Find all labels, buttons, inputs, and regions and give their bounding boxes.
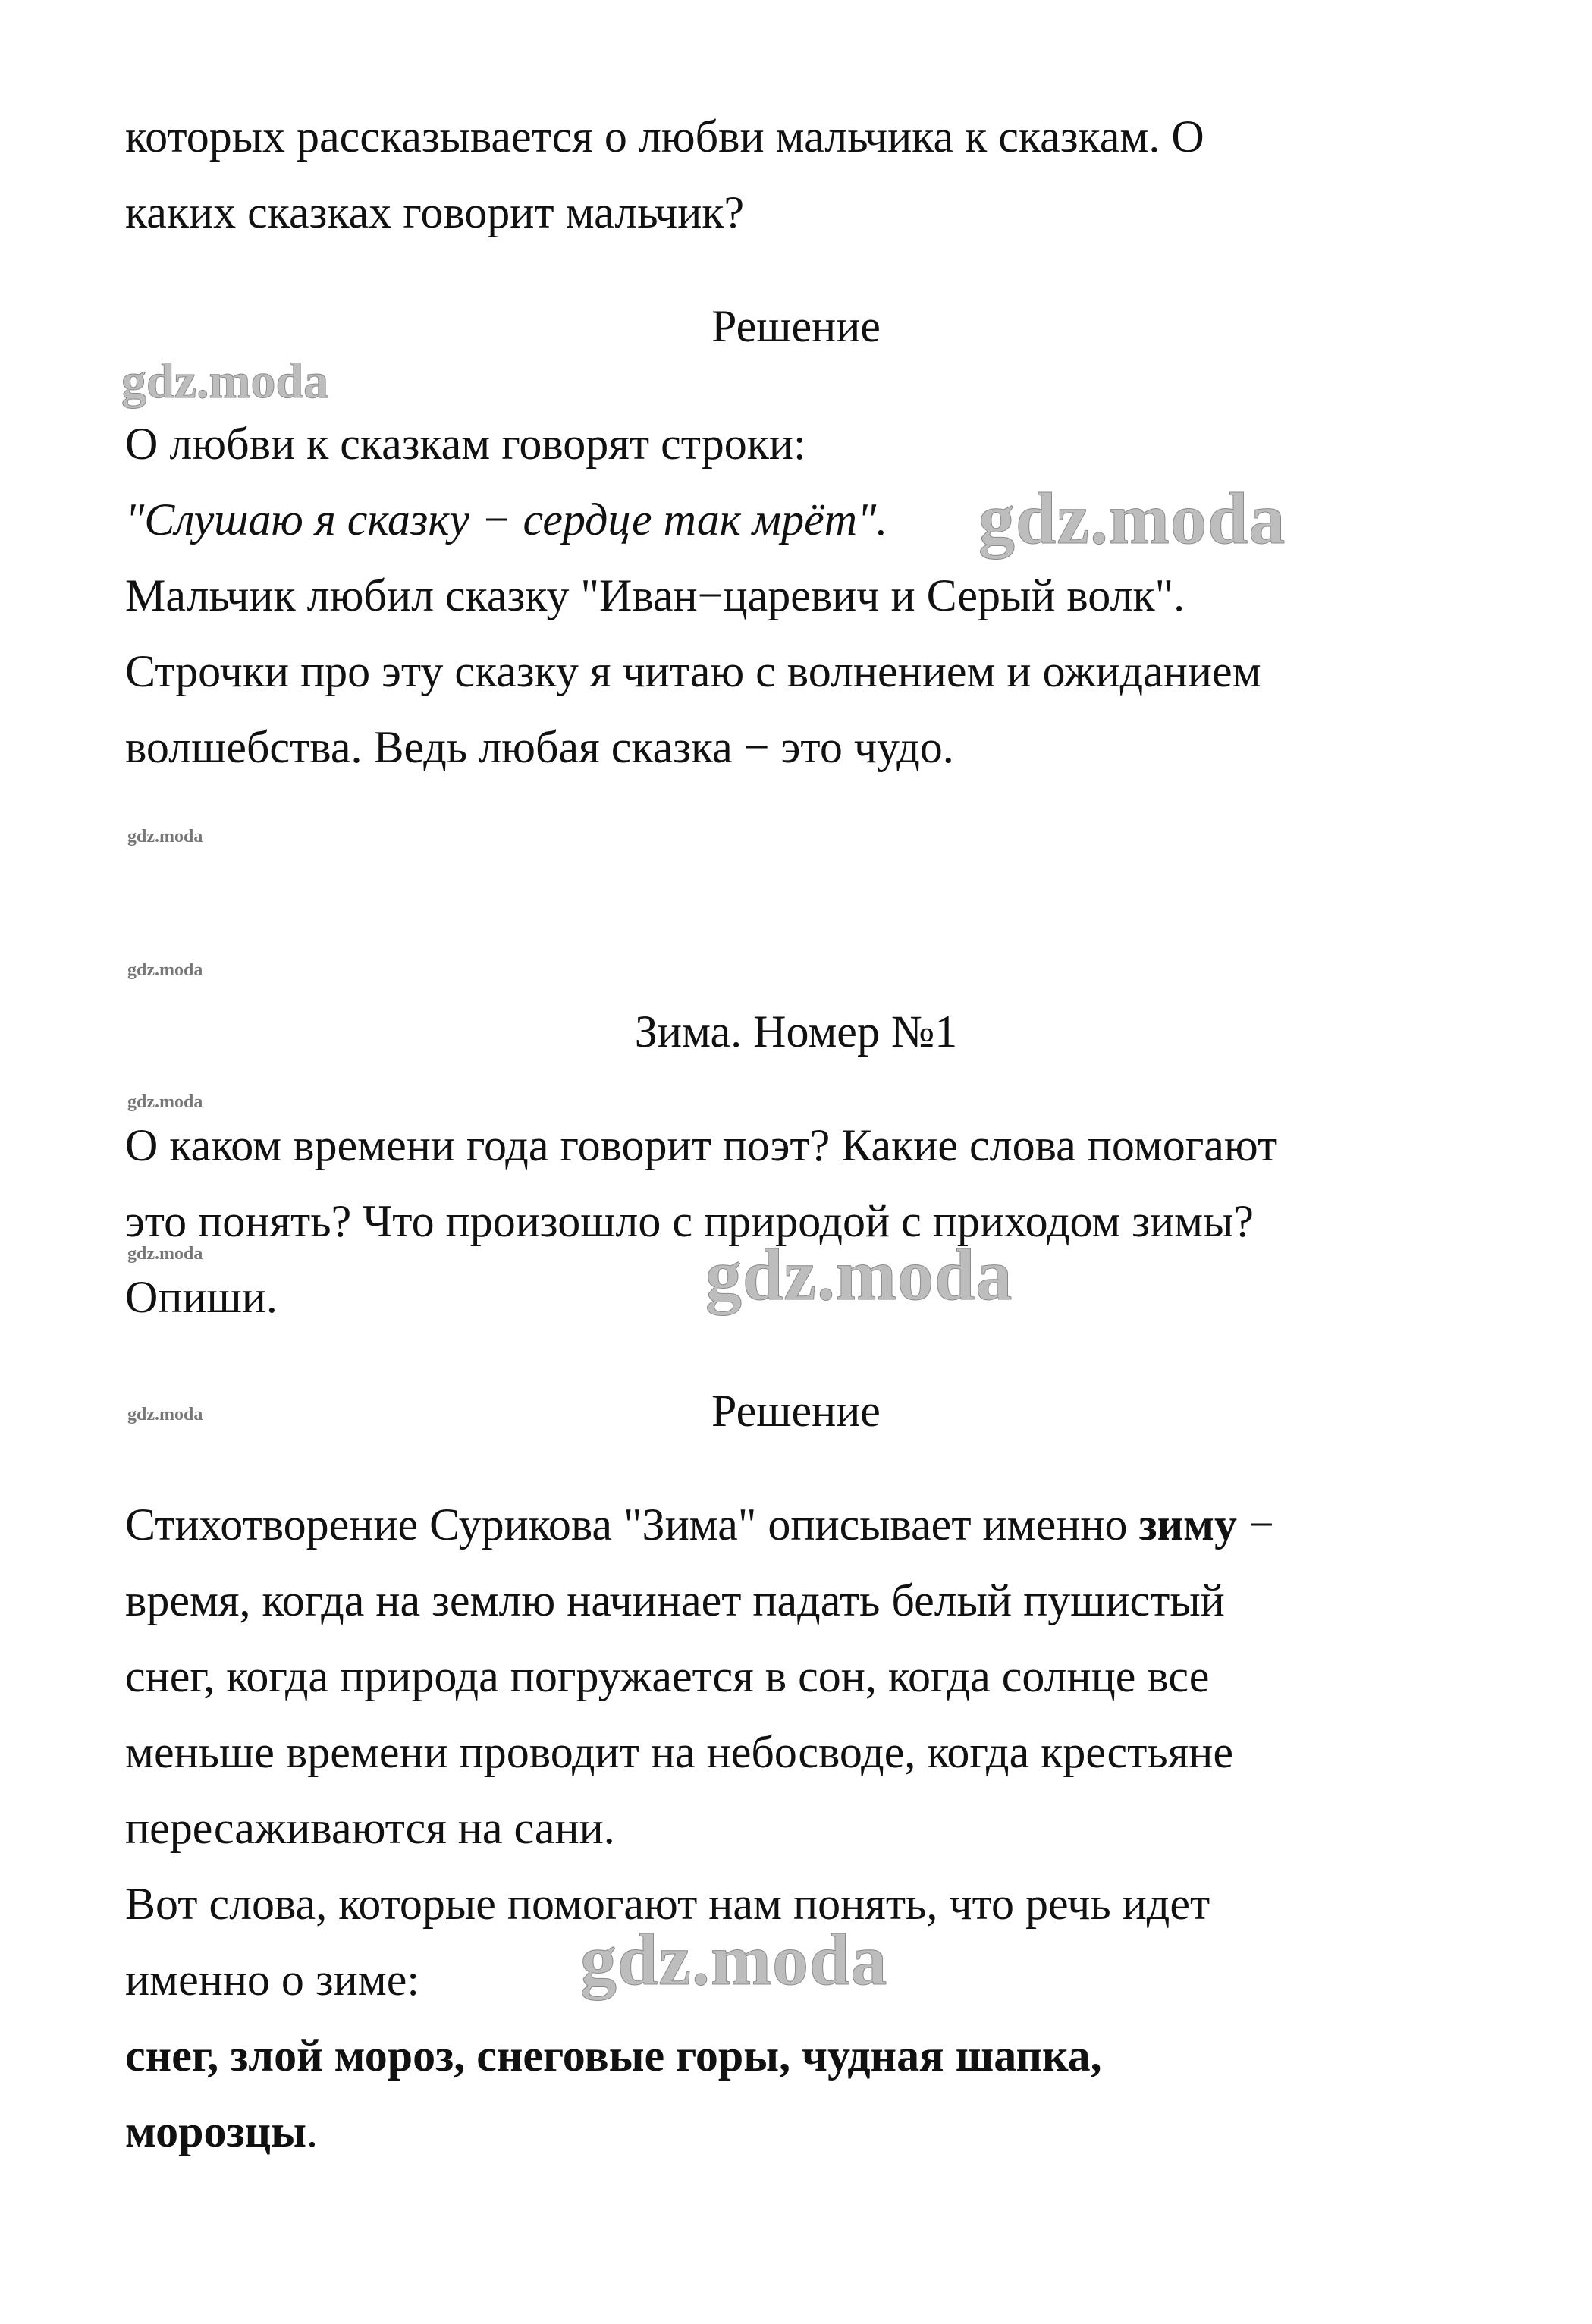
solution2-line-4: меньше времени проводит на небосводе, когда крестьяне [125,1727,1234,1777]
task-question-3: Опиши. [125,1272,278,1322]
highlight-word: зиму [1138,1500,1238,1550]
solution-line-4: Строчки про эту сказку я читаю с волнением и ожиданием [125,646,1261,696]
solution2-keywords-2: морозцы. [125,2106,318,2156]
solution-lead: О любви к сказкам говорят строки: [125,419,806,469]
watermark: gdz.moda [127,960,203,980]
watermark: gdz.moda [705,1234,1013,1315]
watermark: gdz.moda [978,478,1286,559]
solution2-line-3: снег, когда природа погружается в сон, когда солнце все [125,1651,1210,1701]
solution-heading: Решение [711,301,881,351]
task-question-2: это понять? Что произошло с природой с приходом зимы? [125,1196,1254,1246]
solution-quote: "Слушаю я сказку − сердце так мрёт". [125,495,888,545]
watermark: gdz.moda [127,1405,203,1424]
task-title: Зима. Номер №1 [634,1007,958,1057]
solution2-line-7: именно о зиме: [125,1955,420,2005]
solution-line-5: волшебства. Ведь любая сказка − это чудо. [125,722,954,772]
solution2-line-2: время, когда на землю начинает падать белый пушистый [125,1575,1225,1625]
watermark: gdz.moda [121,353,329,409]
intro-line-1: которых рассказывается о любви мальчика к сказкам. О [125,111,1204,162]
watermark: gdz.moda [127,827,203,846]
solution-line-3: Мальчик любил сказку "Иван−царевич и Серый волк". [125,570,1185,620]
watermark: gdz.moda [127,1244,203,1264]
watermark: gdz.moda [127,1092,203,1112]
solution2-line-6: Вот слова, которые помогают нам понять, что речь идет [125,1879,1210,1929]
watermark: gdz.moda [580,1919,888,2000]
task-question-1: О каком времени года говорит поэт? Какие слова помогают [125,1120,1278,1170]
intro-line-2: каких сказках говорит мальчик? [125,187,745,237]
solution2-keywords-1: снег, злой мороз, снеговые горы, чудная шапка, [125,2030,1102,2081]
solution2-line-1: Стихотворение Сурикова "Зима" описывает именно зиму − [125,1500,1274,1550]
solution2-line-5: пересаживаются на сани. [125,1803,615,1853]
solution2-heading: Решение [711,1386,881,1436]
